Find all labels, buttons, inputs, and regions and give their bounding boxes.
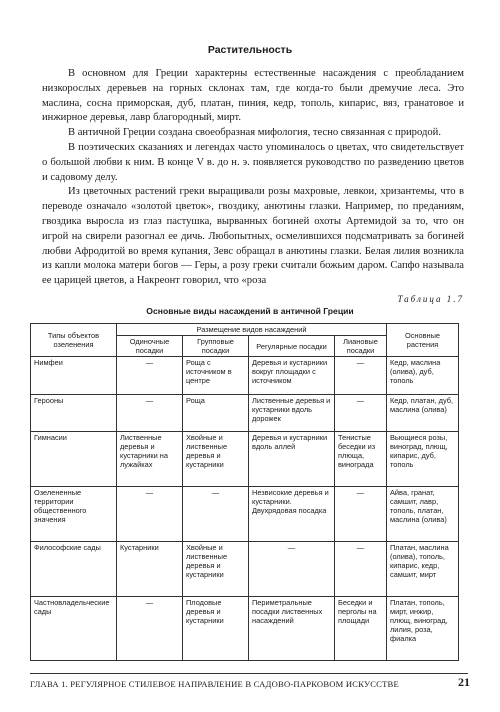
cell-main: Платан, тополь, мирт, инжир, плющ, виноград, лилия, роза, фиалка bbox=[387, 597, 459, 661]
table-number: Таблица 1.7 bbox=[397, 294, 464, 304]
cell-main: Вьющиеся розы, виноград, плющ, кипарис, дуб, тополь bbox=[387, 432, 459, 487]
paragraph: В античной Греции создана своеобразная мифология, тесно связанная с природой. bbox=[68, 127, 441, 139]
header-group: Групповые посадки bbox=[183, 336, 249, 357]
table-title: Основные виды насаждений в античной Греции bbox=[146, 306, 354, 316]
header-liana: Лиановые посадки bbox=[335, 336, 387, 357]
cell-liana: — bbox=[335, 395, 387, 432]
cell-liana: Беседки и перголы на площади bbox=[335, 597, 387, 661]
cell-single: — bbox=[117, 487, 183, 542]
cell-group: — bbox=[183, 487, 249, 542]
paragraph: В основном для Греции характерны естественные насаждения с преобладанием низкорослых деревьев на горных склонах там, где когда-то были дремучие леса. Это маслина, сосна приморская, дуб, платан, пиния, кедр, тополь, кипарис, вяз, гранатовое и инжирное деревья, лавр благородный, мирт. bbox=[42, 68, 464, 124]
page-number: 21 bbox=[458, 675, 470, 689]
cell-group: Хвойные и лиственные деревья и кустарники bbox=[183, 542, 249, 597]
cell-type: Частновладельческие сады bbox=[31, 597, 117, 661]
table-row bbox=[31, 395, 459, 432]
cell-regular: — bbox=[249, 542, 335, 597]
cell-regular: Периметральные посадки лиственных насаждений bbox=[249, 597, 335, 661]
cell-single: — bbox=[117, 395, 183, 432]
plantings-table bbox=[30, 323, 459, 661]
paragraph: Из цветочных растений греки выращивали розы махровые, левкои, хризантемы, что в переводе означало «золотой цветок», гвоздику, анютины глазки. Например, по преданиям, гвоздика выросла из глаз пастушка, вырванных богиней охоты Артемидой за то, что он игрой на свирели разогнал ее дичь. Любопытных, осмелившихся подсматривать за богиней любви Афродитой во время купания, Зевс обращал в анютины глазки. Белая лилия возникла из капли молока матери богов — Геры, а розу греки считали божьим даром. Сапфо называла ее царицей цветов, а Накреонт говорил, что «роза bbox=[42, 186, 464, 287]
table-header-row bbox=[31, 324, 459, 336]
cell-type: Гимнасии bbox=[31, 432, 117, 487]
table-row bbox=[31, 432, 459, 487]
cell-liana: — bbox=[335, 542, 387, 597]
cell-main: Кедр, маслина (олива), дуб, тополь bbox=[387, 357, 459, 395]
table-row bbox=[31, 597, 459, 661]
cell-main: Айва, гранат, самшит, лавр, тополь, платан, маслина (олива) bbox=[387, 487, 459, 542]
table-row bbox=[31, 357, 459, 395]
cell-group: Хвойные и лиственные деревья и кустарники bbox=[183, 432, 249, 487]
table-row bbox=[31, 542, 459, 597]
cell-single: Кустарники bbox=[117, 542, 183, 597]
running-footer: ГЛАВА 1. РЕГУЛЯРНОЕ СТИЛЕВОЕ НАПРАВЛЕНИЕ В САДОВО-ПАРКОВОМ ИСКУССТВЕ bbox=[30, 679, 399, 689]
cell-type: Герооны bbox=[31, 395, 117, 432]
cell-regular: Деревья и кустарники вдоль аллей bbox=[249, 432, 335, 487]
cell-liana: — bbox=[335, 357, 387, 395]
header-regular: Регулярные посадки bbox=[249, 336, 335, 357]
cell-type: Озелененные территории общественного значения bbox=[31, 487, 117, 542]
table-row bbox=[31, 487, 459, 542]
header-placement: Размещение видов насаждений bbox=[117, 324, 387, 336]
cell-group: Роща с источником в центре bbox=[183, 357, 249, 395]
cell-group: Роща bbox=[183, 395, 249, 432]
header-main-plants: Основные растения bbox=[387, 324, 459, 357]
paragraph: В поэтических сказаниях и легендах часто упоминалось о цветах, что свидетельствует о большой любви к ним. В конце V в. до н. э. появляется руководство по разведению цветов и садовому делу. bbox=[42, 141, 464, 183]
cell-type: Нимфеи bbox=[31, 357, 117, 395]
cell-regular: Деревья и кустарники вокруг площадки с источником bbox=[249, 357, 335, 395]
header-single: Одиночные посадки bbox=[117, 336, 183, 357]
cell-single: — bbox=[117, 357, 183, 395]
cell-single: Лиственные деревья и кустарники на лужайках bbox=[117, 432, 183, 487]
cell-type: Философские сады bbox=[31, 542, 117, 597]
cell-single: — bbox=[117, 597, 183, 661]
cell-group: Плодовые деревья и кустарники bbox=[183, 597, 249, 661]
cell-main: Платан, маслина (олива), тополь, кипарис, кедр, самшит, мирт bbox=[387, 542, 459, 597]
header-types: Типы объектов озеленения bbox=[31, 324, 117, 357]
cell-main: Кедр, платан, дуб, маслина (олива) bbox=[387, 395, 459, 432]
cell-regular: Лиственные деревья и кустарники вдоль дорожек bbox=[249, 395, 335, 432]
section-title: Растительность bbox=[207, 44, 293, 56]
cell-regular: Незвисокие деревья и кустарники. Двухрядовая посадка bbox=[249, 487, 335, 542]
body-text bbox=[42, 67, 464, 289]
cell-liana: Тенистые беседки из плюща, винограда bbox=[335, 432, 387, 487]
cell-liana: — bbox=[335, 487, 387, 542]
footer-divider bbox=[30, 673, 468, 674]
